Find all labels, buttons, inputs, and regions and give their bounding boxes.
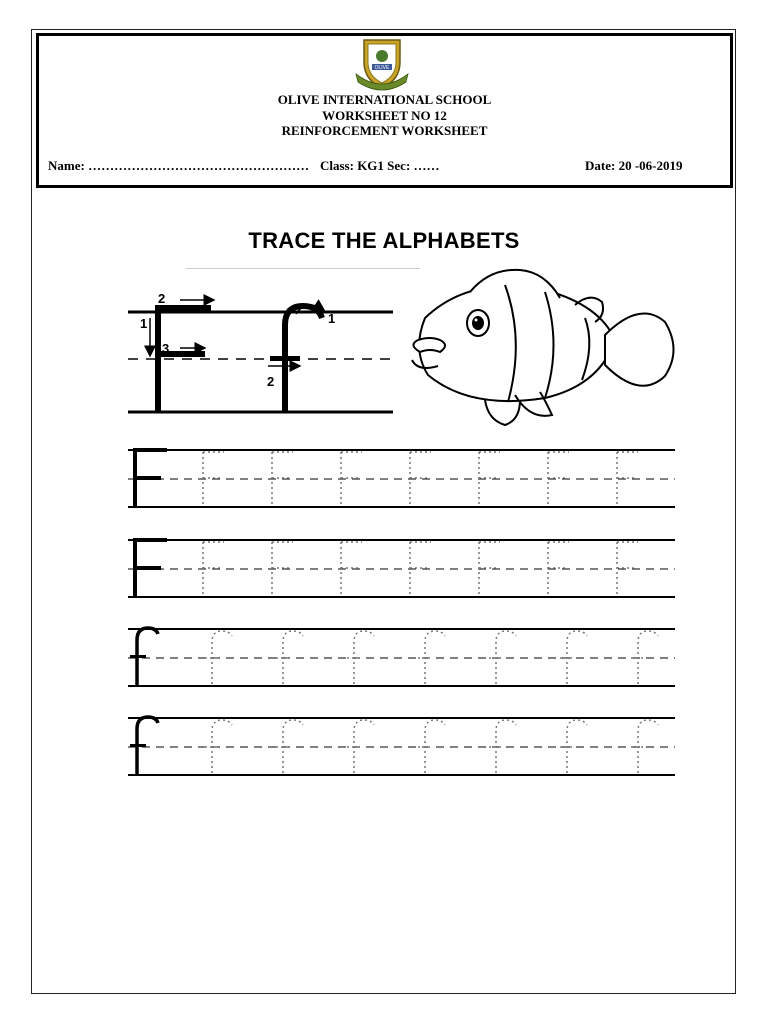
worksheet-title: TRACE THE ALPHABETS (248, 228, 520, 253)
name-field[interactable]: Name: …………………………………………… (48, 158, 310, 173)
example-letters (128, 291, 393, 412)
worksheet-type: REINFORCEMENT WORKSHEET (281, 123, 488, 138)
fish-illustration-icon (412, 270, 674, 425)
tracing-row-2 (128, 538, 675, 597)
tracing-row-4 (128, 717, 675, 775)
stroke-number: 1 (140, 316, 148, 331)
stroke-number: 2 (267, 374, 275, 389)
stroke-number: 2 (158, 291, 166, 306)
date-field: Date: 20 -06-2019 (585, 158, 683, 173)
worksheet-number: WORKSHEET NO 12 (322, 107, 447, 123)
tracing-row-3 (128, 628, 675, 686)
stroke-number: 3 (162, 341, 170, 356)
class-field[interactable]: Class: KG1 Sec: …… (320, 158, 440, 173)
stroke-number: 1 (328, 311, 336, 326)
school-name: OLIVE INTERNATIONAL SCHOOL (277, 92, 492, 107)
tracing-row-1 (128, 448, 675, 507)
svg-text:OLIVE: OLIVE (374, 65, 390, 71)
